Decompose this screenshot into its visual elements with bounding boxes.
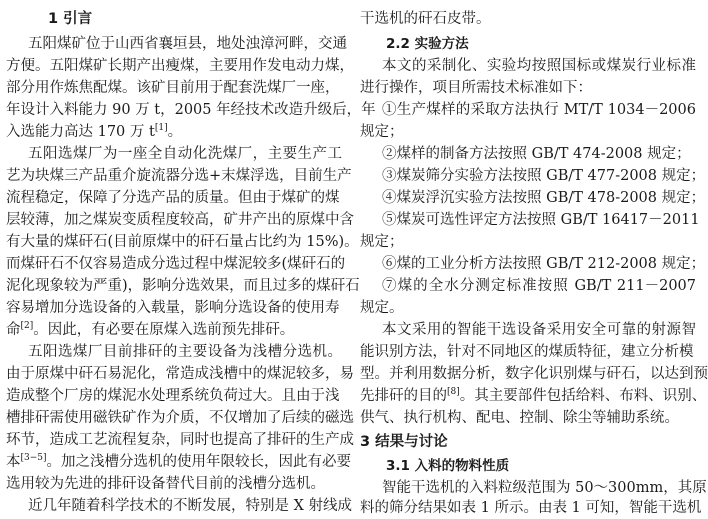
paragraph-line: 层较薄，加之煤炭变质程度较高，矿井产出的原煤中含: [6, 212, 354, 228]
paragraph-line: 泥化现象较为严重)，影响分选效果，而且过多的煤矸石: [6, 278, 360, 294]
paragraph-line: 能识别方法，针对不同地区的煤质特征，建立分析模: [360, 344, 694, 360]
line-text: 先排矸的目的: [360, 388, 447, 404]
paragraph-line: 本文的采制化、实验均按照国标或煤炭行业标准: [382, 58, 696, 74]
citation-ref: [3−5]: [20, 453, 47, 463]
line-text: 。因此，有必要在原煤入选前预先排矸。: [33, 322, 295, 338]
paragraph-line: [6, 319, 294, 341]
line-text: 命: [6, 322, 21, 338]
line-text: 。其主要部件包括给料、布料、识别、: [459, 388, 707, 404]
section-heading-introduction: 1 引言: [48, 11, 93, 27]
line-text: 入选能力高达 170 万 t: [6, 124, 155, 140]
standard-item-continuation: 规定；: [360, 124, 404, 140]
paragraph-line: [6, 121, 182, 143]
paragraph-line: 供气、执行机构、配电、控制、除尘等辅助系统。: [360, 410, 679, 426]
paragraph-line: 五阳煤矿位于山西省襄垣县，地处浊漳河畔，交通: [28, 36, 347, 52]
standard-item: ①生产煤样的采取方法执行 MT/T 1034－2006: [382, 102, 696, 118]
line-text: 。: [167, 124, 183, 140]
paragraph-line: 五阳选煤厂目前排矸的主要设备为浅槽分选机。: [28, 344, 342, 360]
paragraph-line: 五阳选煤厂为一座全自动化洗煤厂，主要生产工: [28, 146, 342, 162]
paragraph-line: 部分用作炼焦配煤。该矿目前用于配套洗煤厂一座，: [6, 80, 340, 96]
paragraph-line: 选用较为先进的排矸设备替代目前的浅槽分选机。: [6, 476, 325, 492]
paragraph-line: 艺为块煤三产品重介旋流器分选+末煤浮选，目前生产: [6, 168, 352, 184]
standard-item-continuation: 规定。: [360, 300, 404, 316]
citation-ref: [8]: [447, 387, 460, 397]
standard-item: ⑦煤的全水分测定标准按照 GB/T 211－2007: [382, 278, 696, 294]
standard-item: ③煤炭筛分实验方法按照 GB/T 477-2008 规定；: [382, 168, 706, 184]
paragraph-line: 造成整个厂房的煤泥水处理系统负荷过大。且由于浅: [6, 388, 340, 404]
paragraph-line: 流程稳定，保障了分选产品的质量。但由于煤矿的煤: [6, 190, 340, 206]
paragraph-line: 本文采用的智能干选设备采用安全可靠的射源智: [382, 322, 696, 338]
standard-item-continuation: 规定；: [360, 234, 404, 250]
standard-item: ⑤煤炭可选性评定方法按照 GB/T 16417－2011: [382, 212, 700, 228]
subsection-heading-experimental-method: 2.2 实验方法: [386, 36, 469, 52]
line-text: 本: [6, 454, 21, 470]
paragraph-line: 近几年随着科学技术的不断发展，特别是 X 射线成: [28, 498, 353, 514]
paragraph-line: 智能干选机的入料粒级范围为 50～300mm，其原: [382, 480, 707, 496]
paragraph-line: 槽排矸需使用磁铁矿作为介质，不仅增加了后续的磁选: [6, 410, 354, 426]
paragraph-line: 干选机的矸石皮带。: [360, 11, 491, 27]
paragraph-line: 有大量的煤矸石(目前原煤中的矸石量占比约为 15%)。: [6, 234, 359, 250]
line-text: 。加之浅槽分选机的使用年限较长，因此有必要: [46, 454, 352, 470]
standard-item: ②煤样的制备方法按照 GB/T 474-2008 规定；: [382, 146, 691, 162]
citation-ref: [2]: [20, 321, 34, 331]
paragraph-line: 进行操作，项目所需技术标准如下：: [360, 80, 592, 96]
subsection-heading-feed-properties: 3.1 入料的物料性质: [386, 458, 510, 474]
standard-item: ④煤炭浮沉实验方法按照 GB/T 478-2008 规定；: [382, 190, 706, 206]
paragraph-line: [6, 451, 351, 473]
citation-ref: [1]: [154, 123, 168, 133]
paragraph-line: 方便。五阳煤矿长期产出瘦煤，主要用作发电动力煤，: [6, 58, 354, 74]
paragraph-line: 容易增加分选设备的入载量，影响分选设备的使用寿: [6, 300, 340, 316]
section-heading-results: 3 结果与讨论: [360, 434, 448, 450]
paragraph-line: 而煤矸石不仅容易造成分选过程中煤泥较多(煤矸石的: [6, 256, 346, 272]
paragraph-line: 型。并利用数据分析，数字化识别煤与矸石，以达到预: [360, 366, 708, 382]
paragraph-line: 环节，造成工艺流程复杂，同时也提高了排矸的生产成: [6, 432, 354, 448]
standard-item: ⑥煤的工业分析方法按照 GB/T 212-2008 规定；: [382, 256, 706, 272]
paragraph-line: 由于原煤中矸石易泥化，常造成浅槽中的煤泥较多，易: [6, 366, 354, 382]
paragraph-line: 年设计入料能力 90 万 t，2005 年经技术改造升级后，年: [6, 102, 376, 118]
paragraph-line: 料的筛分结果如表 1 所示。由表 1 可知，智能干选机: [360, 500, 702, 516]
paragraph-line: [360, 385, 706, 407]
